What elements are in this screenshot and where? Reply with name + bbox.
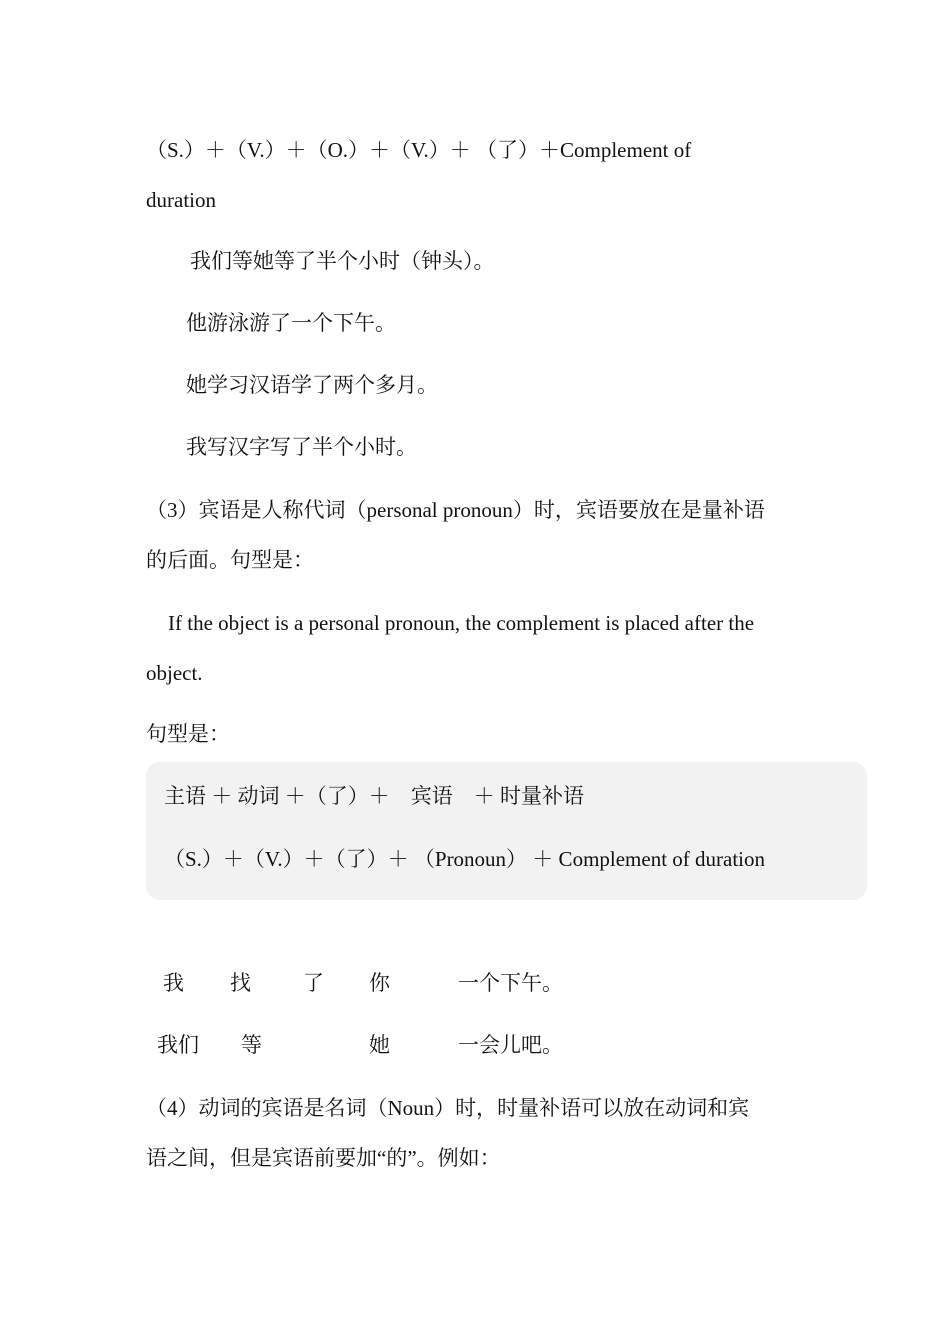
example-sentence: 他游泳游了一个下午。	[186, 311, 396, 335]
example-subject: 我们	[157, 1033, 199, 1057]
sentence-pattern-box	[146, 762, 867, 900]
example-sentence: 她学习汉语学了两个多月。	[186, 373, 438, 397]
example-le: 了	[303, 971, 324, 995]
rule-3-line-1: （3）宾语是人称代词（personal pronoun）时，宾语要放在是量补语	[146, 498, 765, 522]
rule-4-line-2: 语之间，但是宾语前要加“的”。例如：	[146, 1146, 501, 1170]
rule-3-line-2: 的后面。句型是：	[146, 548, 314, 572]
rule-3-english-line-1: If the object is a personal pronoun, the complement is placed after the	[168, 611, 755, 635]
example-subject: 我	[163, 971, 184, 995]
rule-4-line-1: （4）动词的宾语是名词（Noun）时，时量补语可以放在动词和宾	[146, 1096, 750, 1120]
pattern-label: 句型是：	[146, 722, 230, 746]
example-sentence: 我们等她等了半个小时（钟头）。	[190, 249, 495, 273]
example-object: 你	[369, 971, 390, 995]
example-duration: 一个下午。	[458, 971, 563, 995]
rule-3-english-line-2: object.	[146, 661, 203, 685]
example-verb: 找	[230, 971, 251, 995]
pattern-english: （S.）＋（V.）＋（了）＋ （Pronoun） ＋ Complement of duration	[164, 847, 766, 871]
example-duration: 一会儿吧。	[458, 1033, 563, 1057]
pattern-chinese: 主语 ＋ 动词 ＋（了）＋ 宾语 ＋ 时量补语	[164, 784, 584, 808]
example-object: 她	[369, 1033, 390, 1057]
pattern-formula-line-2: duration	[146, 188, 216, 212]
example-verb: 等	[241, 1033, 262, 1057]
pattern-formula-line-1: （S.）＋（V.）＋（O.）＋（V.）＋ （了）＋Complement of	[146, 138, 692, 162]
example-sentence: 我写汉字写了半个小时。	[186, 435, 417, 459]
